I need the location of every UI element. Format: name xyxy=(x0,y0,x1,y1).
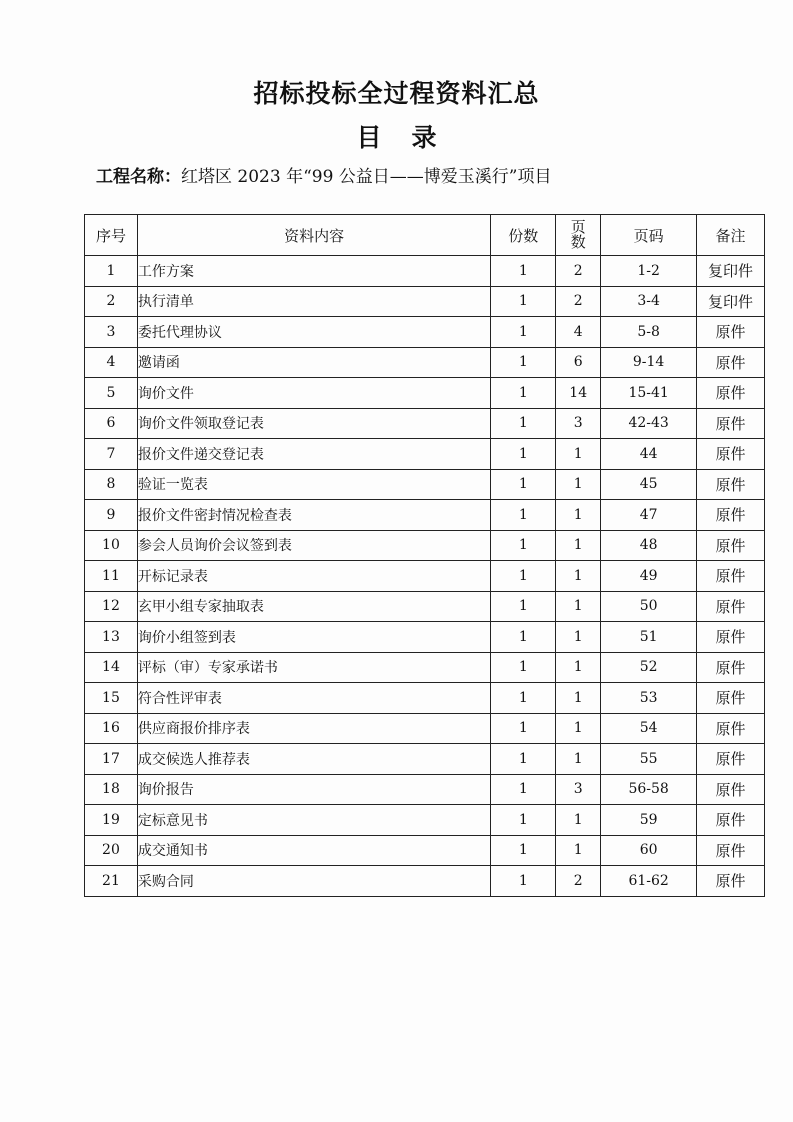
row-content: 供应商报价排序表 xyxy=(137,713,490,744)
row-page-range: 49 xyxy=(601,561,697,592)
row-page-range: 60 xyxy=(601,835,697,866)
row-content: 询价文件 xyxy=(137,378,490,409)
row-pages: 1 xyxy=(556,744,601,775)
table-row xyxy=(85,713,765,744)
row-note: 原件 xyxy=(697,561,765,592)
project-line xyxy=(96,162,552,187)
row-content: 开标记录表 xyxy=(137,561,490,592)
row-note: 原件 xyxy=(697,652,765,683)
row-note: 原件 xyxy=(697,805,765,836)
row-copies: 1 xyxy=(491,805,556,836)
row-note: 原件 xyxy=(697,439,765,470)
row-no: 11 xyxy=(85,561,138,592)
table-header-row xyxy=(85,215,765,256)
row-pages: 1 xyxy=(556,713,601,744)
table-row xyxy=(85,774,765,805)
row-no: 7 xyxy=(85,439,138,470)
row-copies: 1 xyxy=(491,378,556,409)
row-page-range: 45 xyxy=(601,469,697,500)
row-content: 委托代理协议 xyxy=(137,317,490,348)
row-page-range: 56-58 xyxy=(601,774,697,805)
row-copies: 1 xyxy=(491,652,556,683)
row-no: 19 xyxy=(85,805,138,836)
row-note: 原件 xyxy=(697,469,765,500)
catalog-body xyxy=(85,256,765,897)
table-row xyxy=(85,652,765,683)
row-page-range: 42-43 xyxy=(601,408,697,439)
row-no: 2 xyxy=(85,286,138,317)
row-note: 原件 xyxy=(697,713,765,744)
table-row xyxy=(85,347,765,378)
row-content: 玄甲小组专家抽取表 xyxy=(137,591,490,622)
project-label: 工程名称： xyxy=(96,167,181,187)
row-content: 采购合同 xyxy=(137,866,490,897)
row-note: 原件 xyxy=(697,835,765,866)
row-copies: 1 xyxy=(491,835,556,866)
row-copies: 1 xyxy=(491,347,556,378)
row-copies: 1 xyxy=(491,408,556,439)
row-no: 12 xyxy=(85,591,138,622)
row-page-range: 5-8 xyxy=(601,317,697,348)
row-copies: 1 xyxy=(491,500,556,531)
row-page-range: 1-2 xyxy=(601,256,697,287)
table-row xyxy=(85,500,765,531)
row-pages: 14 xyxy=(556,378,601,409)
row-page-range: 52 xyxy=(601,652,697,683)
row-copies: 1 xyxy=(491,256,556,287)
row-content: 工作方案 xyxy=(137,256,490,287)
table-row xyxy=(85,591,765,622)
row-content: 验证一览表 xyxy=(137,469,490,500)
row-page-range: 59 xyxy=(601,805,697,836)
row-no: 18 xyxy=(85,774,138,805)
row-no: 17 xyxy=(85,744,138,775)
table-row xyxy=(85,378,765,409)
row-page-range: 54 xyxy=(601,713,697,744)
row-page-range: 61-62 xyxy=(601,866,697,897)
row-pages: 1 xyxy=(556,530,601,561)
row-note: 原件 xyxy=(697,317,765,348)
row-pages: 1 xyxy=(556,683,601,714)
table-row xyxy=(85,805,765,836)
row-no: 5 xyxy=(85,378,138,409)
row-note: 原件 xyxy=(697,591,765,622)
row-note: 复印件 xyxy=(697,286,765,317)
row-pages: 2 xyxy=(556,866,601,897)
row-pages: 1 xyxy=(556,805,601,836)
row-no: 15 xyxy=(85,683,138,714)
row-no: 14 xyxy=(85,652,138,683)
table-row xyxy=(85,683,765,714)
row-copies: 1 xyxy=(491,439,556,470)
header-content: 资料内容 xyxy=(137,215,490,256)
row-pages: 3 xyxy=(556,774,601,805)
table-row xyxy=(85,866,765,897)
catalog-heading: 目录 xyxy=(356,123,467,152)
table-row xyxy=(85,561,765,592)
row-note: 原件 xyxy=(697,347,765,378)
table-row xyxy=(85,469,765,500)
row-content: 询价报告 xyxy=(137,774,490,805)
row-note: 原件 xyxy=(697,500,765,531)
row-no: 16 xyxy=(85,713,138,744)
header-pages-line1: 页 xyxy=(570,218,586,236)
row-copies: 1 xyxy=(491,469,556,500)
row-pages: 4 xyxy=(556,317,601,348)
row-no: 10 xyxy=(85,530,138,561)
row-pages: 1 xyxy=(556,439,601,470)
row-no: 13 xyxy=(85,622,138,653)
row-copies: 1 xyxy=(491,530,556,561)
header-range: 页码 xyxy=(601,215,697,256)
table-row xyxy=(85,835,765,866)
row-page-range: 48 xyxy=(601,530,697,561)
row-copies: 1 xyxy=(491,591,556,622)
row-no: 21 xyxy=(85,866,138,897)
table-row xyxy=(85,408,765,439)
row-pages: 1 xyxy=(556,835,601,866)
row-pages: 1 xyxy=(556,469,601,500)
table-row xyxy=(85,622,765,653)
table-row xyxy=(85,744,765,775)
row-no: 1 xyxy=(85,256,138,287)
header-copies: 份数 xyxy=(491,215,556,256)
row-page-range: 3-4 xyxy=(601,286,697,317)
row-no: 4 xyxy=(85,347,138,378)
catalog-table xyxy=(84,214,765,897)
row-note: 原件 xyxy=(697,530,765,561)
row-content: 询价小组签到表 xyxy=(137,622,490,653)
row-no: 6 xyxy=(85,408,138,439)
row-page-range: 44 xyxy=(601,439,697,470)
row-no: 9 xyxy=(85,500,138,531)
document-title: 招标投标全过程资料汇总 xyxy=(253,79,540,108)
row-note: 原件 xyxy=(697,622,765,653)
row-copies: 1 xyxy=(491,866,556,897)
header-pages-line2: 数 xyxy=(570,233,586,251)
row-note: 原件 xyxy=(697,378,765,409)
row-page-range: 53 xyxy=(601,683,697,714)
row-page-range: 15-41 xyxy=(601,378,697,409)
project-name: 红塔区 2023 年“99 公益日——博爱玉溪行”项目 xyxy=(181,167,552,187)
table-row xyxy=(85,286,765,317)
row-page-range: 47 xyxy=(601,500,697,531)
row-note: 原件 xyxy=(697,683,765,714)
row-copies: 1 xyxy=(491,683,556,714)
table-row xyxy=(85,530,765,561)
row-content: 定标意见书 xyxy=(137,805,490,836)
row-note: 原件 xyxy=(697,408,765,439)
row-content: 报价文件密封情况检查表 xyxy=(137,500,490,531)
header-pages xyxy=(556,215,601,256)
row-content: 成交候选人推荐表 xyxy=(137,744,490,775)
row-pages: 2 xyxy=(556,256,601,287)
table-row xyxy=(85,439,765,470)
row-pages: 1 xyxy=(556,652,601,683)
row-content: 参会人员询价会议签到表 xyxy=(137,530,490,561)
row-pages: 3 xyxy=(556,408,601,439)
row-pages: 1 xyxy=(556,561,601,592)
row-page-range: 50 xyxy=(601,591,697,622)
row-content: 成交通知书 xyxy=(137,835,490,866)
row-copies: 1 xyxy=(491,713,556,744)
row-content: 邀请函 xyxy=(137,347,490,378)
row-no: 8 xyxy=(85,469,138,500)
row-no: 20 xyxy=(85,835,138,866)
row-no: 3 xyxy=(85,317,138,348)
table-row xyxy=(85,256,765,287)
row-content: 符合性评审表 xyxy=(137,683,490,714)
row-content: 执行清单 xyxy=(137,286,490,317)
row-note: 原件 xyxy=(697,774,765,805)
row-pages: 2 xyxy=(556,286,601,317)
row-note: 原件 xyxy=(697,744,765,775)
row-copies: 1 xyxy=(491,744,556,775)
row-note: 复印件 xyxy=(697,256,765,287)
row-pages: 1 xyxy=(556,500,601,531)
row-content: 报价文件递交登记表 xyxy=(137,439,490,470)
row-pages: 6 xyxy=(556,347,601,378)
row-pages: 1 xyxy=(556,622,601,653)
row-copies: 1 xyxy=(491,622,556,653)
row-copies: 1 xyxy=(491,317,556,348)
table-row xyxy=(85,317,765,348)
header-note: 备注 xyxy=(697,215,765,256)
row-copies: 1 xyxy=(491,286,556,317)
row-pages: 1 xyxy=(556,591,601,622)
row-content: 询价文件领取登记表 xyxy=(137,408,490,439)
row-page-range: 51 xyxy=(601,622,697,653)
row-copies: 1 xyxy=(491,561,556,592)
row-page-range: 9-14 xyxy=(601,347,697,378)
row-copies: 1 xyxy=(491,774,556,805)
row-content: 评标（审）专家承诺书 xyxy=(137,652,490,683)
header-no: 序号 xyxy=(85,215,138,256)
row-note: 原件 xyxy=(697,866,765,897)
row-page-range: 55 xyxy=(601,744,697,775)
